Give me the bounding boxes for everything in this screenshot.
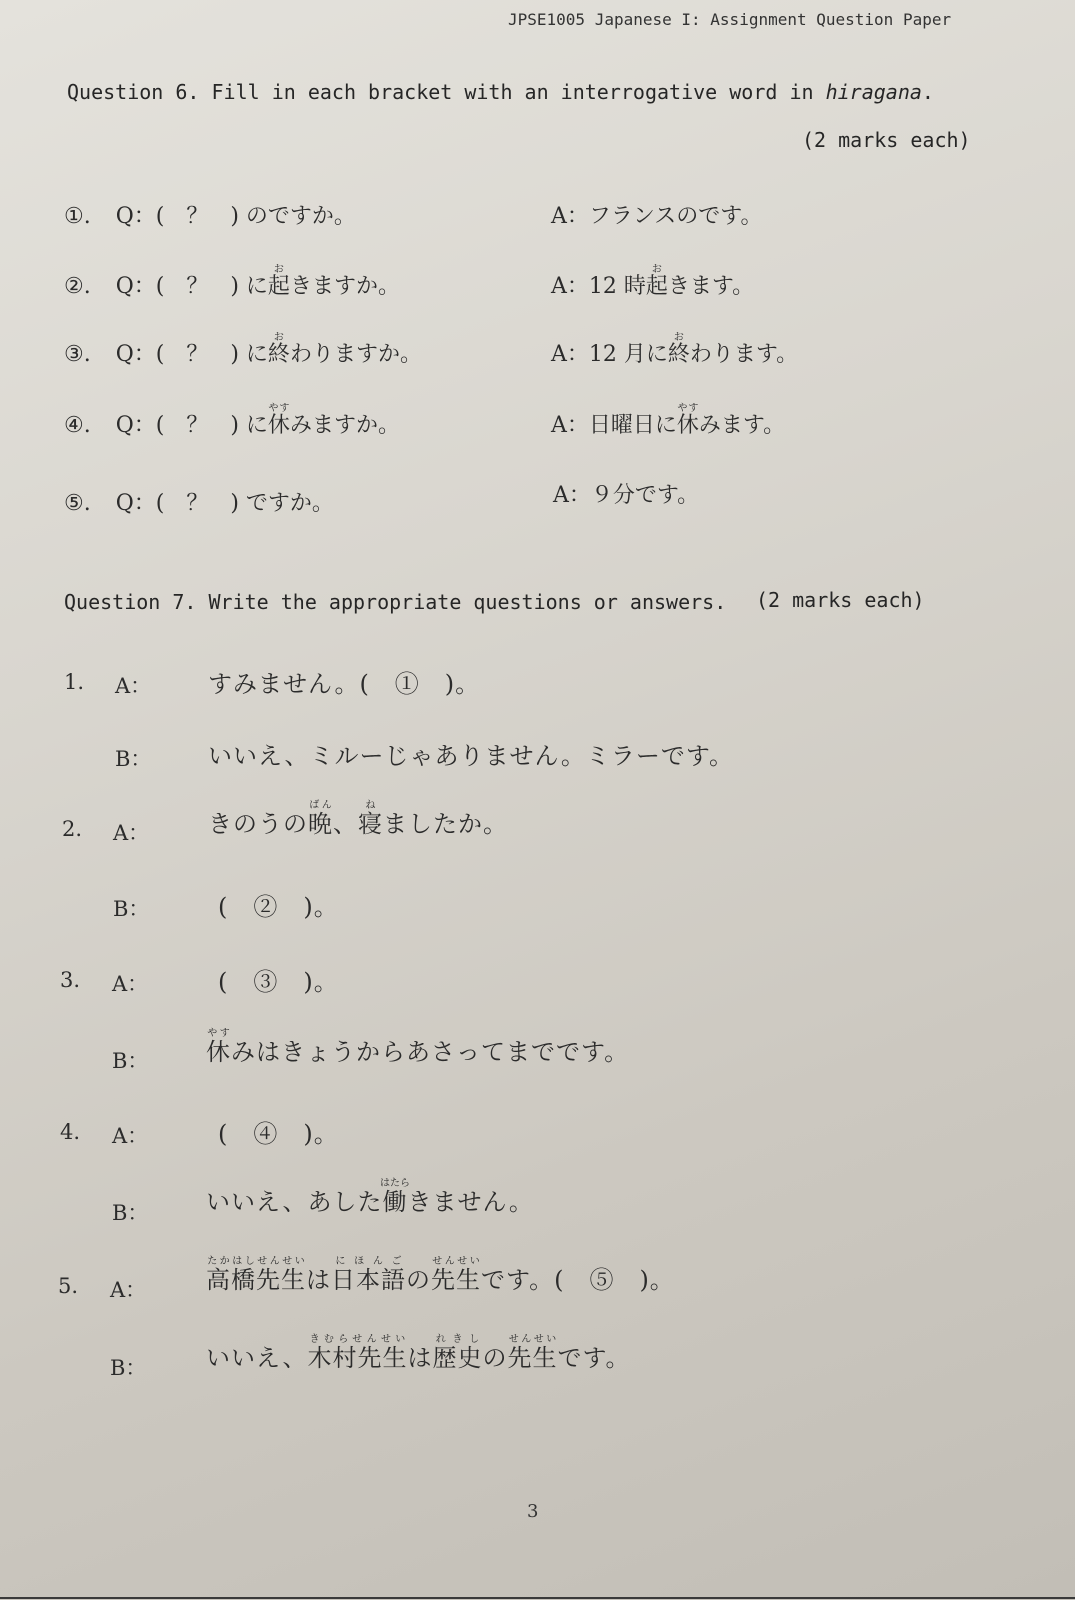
q6-item-3-a-pre: A：12 月に [551,342,668,367]
q7-item-4-b-text [206,1178,534,1217]
q7-item-3-b-furigana-1: やす [206,1028,231,1039]
question-6-title [67,80,934,104]
q7-item-5-b-s1: は [407,1344,433,1372]
q7-item-5-b-furigana-3: せんせい [507,1334,558,1345]
q7-item-5-b-ruby-1 [307,1334,408,1372]
q7-item-2-b-label: B： [113,897,150,921]
q6-item-1-question-text: Q：( ？ ) のですか。 [115,204,356,229]
q6-item-2-question-text [115,264,400,299]
q7-item-4-b-post: きません。 [407,1188,534,1216]
q7-item-3-number: 3. [60,968,81,992]
q7-item-2-a-text [208,800,508,839]
q6-item-4-number: ④. [64,413,91,438]
q7-item-5-b-text [206,1334,631,1373]
q7-item-5-a-kanji-2: 日本語 [331,1266,406,1294]
q6-item-4-a-ruby [676,403,699,438]
paper-header: JPSE1005 Japanese I: Assignment Question Paper [508,10,952,29]
q7-item-4-b-label: B： [112,1201,149,1225]
q7-item-2-a-kanji-1: 晩 [308,810,333,838]
q6-item-4-q-ruby [267,403,290,438]
q6-item-3-a-ruby [667,332,690,367]
q7-item-5-a-label: A： [110,1278,147,1302]
q7-item-5-b-ruby-2 [432,1334,483,1372]
q7-item-2-a-kanji-2: 寝 [358,810,383,838]
q6-item-2-answer [551,264,754,300]
q7-item-5-a-kanji-1: 高橋先生 [206,1266,306,1294]
q7-item-3-b-ruby-1 [206,1028,231,1066]
q7-item-3-b-text [206,1028,629,1067]
q6-item-2-question [64,264,400,300]
q7-item-5-b-s2: の [482,1344,508,1372]
q7-item-5-a-ruby-3 [431,1256,481,1294]
q6-item-2-q-ruby [267,264,290,299]
q7-item-2-a-post: ましたか。 [383,810,508,838]
q7-item-1-a-text: すみません。( ① )。 [208,670,481,698]
q7-item-4-number: 4. [60,1120,81,1144]
q6-item-2-q-kanji: 起 [267,274,290,299]
q7-item-5-number: 5. [58,1274,79,1298]
q7-item-3-a-text: ( ③ )。 [218,968,339,996]
q7-item-5-b-furigana-2: れきし [432,1334,483,1345]
q7-item-3-a-label: A： [112,972,149,996]
q6-item-1-question [64,199,356,230]
q7-item-3-b-post: みはきょうからあさってまでです。 [231,1038,630,1066]
q6-item-3-q-furigana: お [267,332,290,343]
q6-item-2-a-furigana: お [645,264,668,275]
q7-item-2-a-furigana-1: ばん [308,800,333,811]
q6-item-3-q-pre: Q：( ？ ) に [115,342,268,367]
q7-item-1-b-label: B： [115,747,152,771]
q7-item-5-b-post: です。 [557,1344,631,1372]
q6-item-2-a-post: きます。 [667,274,755,299]
q6-item-3-answer [551,332,798,368]
q7-item-1-a-label: A： [115,674,152,698]
q7-item-4-b-pre: いいえ、あした [206,1188,383,1216]
q7-item-5-b-pre: いいえ、 [206,1344,308,1372]
q7-item-2-a-label: A： [113,821,150,845]
question-6-title-suffix: . [921,80,934,104]
bottom-edge-line [0,1597,1075,1599]
q7-item-1-number: 1. [64,670,85,694]
q7-item-2-a-pre: きのうの [208,810,308,838]
q7-item-5-b-kanji-2: 歴史 [432,1344,483,1372]
q7-item-2-b-text: ( ② )。 [218,893,339,921]
question-6-marks: (2 marks each) [802,128,971,152]
q6-item-2-a-ruby [645,264,668,299]
q7-item-3-b-kanji-1: 休 [206,1038,231,1066]
q6-item-4-q-pre: Q：( ？ ) に [115,413,268,438]
q6-item-2-q-furigana: お [267,264,290,275]
q7-item-5-b-kanji-1: 木村先生 [307,1344,408,1372]
q6-item-4-q-post: みますか。 [289,413,400,438]
q6-item-4-q-kanji: 休 [267,413,290,438]
q6-item-4-q-furigana: やす [267,403,290,414]
q6-item-4-a-post: みます。 [698,413,786,438]
q7-item-5-a-kanji-3: 先生 [431,1266,481,1294]
q7-item-5-a-ruby-2 [331,1256,406,1294]
q6-item-5-question [64,486,334,517]
q6-item-3-q-ruby [267,332,290,367]
question-7-title: Question 7. Write the appropriate questions or answers. [64,590,727,614]
q7-item-5-a-furigana-1: たかはしせんせい [206,1256,306,1267]
q7-item-2-number: 2. [62,817,83,841]
q6-item-4-a-furigana: やす [676,403,699,414]
q6-item-3-a-post: わります。 [689,342,799,367]
q7-item-5-a-furigana-3: せんせい [431,1256,481,1267]
q7-item-4-b-kanji-1: 働 [379,1188,410,1216]
q7-item-4-a-label: A： [112,1124,149,1148]
q7-item-5-a-post: です。( ⑤ )。 [481,1266,675,1294]
question-6-title-text: Question 6. Fill in each bracket with an interrogative word in [67,80,826,104]
q6-item-4-answer [551,403,785,439]
q6-item-4-question-text [115,403,400,438]
q7-item-5-b-furigana-1: きむらせんせい [307,1334,408,1345]
q7-item-2-a-ruby-1 [308,800,333,838]
q6-item-2-a-kanji: 起 [645,274,668,299]
q6-item-3-number: ③. [64,342,91,367]
q6-item-2-q-pre: Q：( ？ ) に [115,274,268,299]
q7-item-2-a-furigana-2: ね [358,800,383,811]
q6-item-1-number: ①. [64,204,91,229]
q6-item-3-q-post: わりますか。 [289,342,422,367]
q6-item-3-question [64,332,422,368]
q7-item-5-a-s1: は [306,1266,331,1294]
question-6-title-italic: hiragana [825,80,922,104]
q7-item-5-b-label: B： [110,1356,147,1380]
q7-item-5-a-text [206,1256,675,1295]
q7-item-1-b-text: いいえ、ミルーじゃありません。ミラーです。 [208,742,734,770]
q6-item-3-a-furigana: お [667,332,690,343]
q6-item-4-a-pre: A：日曜日に [551,413,677,438]
q6-item-5-question-text: Q：( ？ ) ですか。 [115,491,334,516]
q7-item-5-a-furigana-2: にほんご [331,1256,406,1267]
q6-item-1-answer: A：フランスのです。 [551,204,763,229]
q7-item-2-a-mid: 、 [333,810,358,838]
q6-item-2-a-pre: A：12 時 [551,274,646,299]
q7-item-4-b-furigana-1: はたら [379,1178,410,1189]
q6-item-3-question-text [115,332,422,367]
q7-item-3-b-label: B： [112,1049,149,1073]
q6-item-3-a-kanji: 終 [667,342,690,367]
question-7-marks: (2 marks each) [756,588,925,612]
q6-item-4-a-kanji: 休 [676,413,699,438]
q6-item-2-q-post: きますか。 [289,274,400,299]
q7-item-4-a-text: ( ④ )。 [218,1120,339,1148]
q6-item-5-answer: A：９分です。 [553,483,700,508]
q6-item-4-question [64,403,400,439]
q7-item-5-a-ruby-1 [206,1256,306,1294]
q6-item-5-number: ⑤. [64,491,91,516]
q7-item-5-b-ruby-3 [507,1334,558,1372]
q7-item-5-b-kanji-3: 先生 [507,1344,558,1372]
q6-item-2-number: ②. [64,274,91,299]
page-number: 3 [527,1501,539,1522]
q7-item-2-a-ruby-2 [358,800,383,838]
q7-item-4-b-ruby-1 [379,1178,410,1216]
q7-item-5-a-s2: の [406,1266,431,1294]
q6-item-3-q-kanji: 終 [267,342,290,367]
